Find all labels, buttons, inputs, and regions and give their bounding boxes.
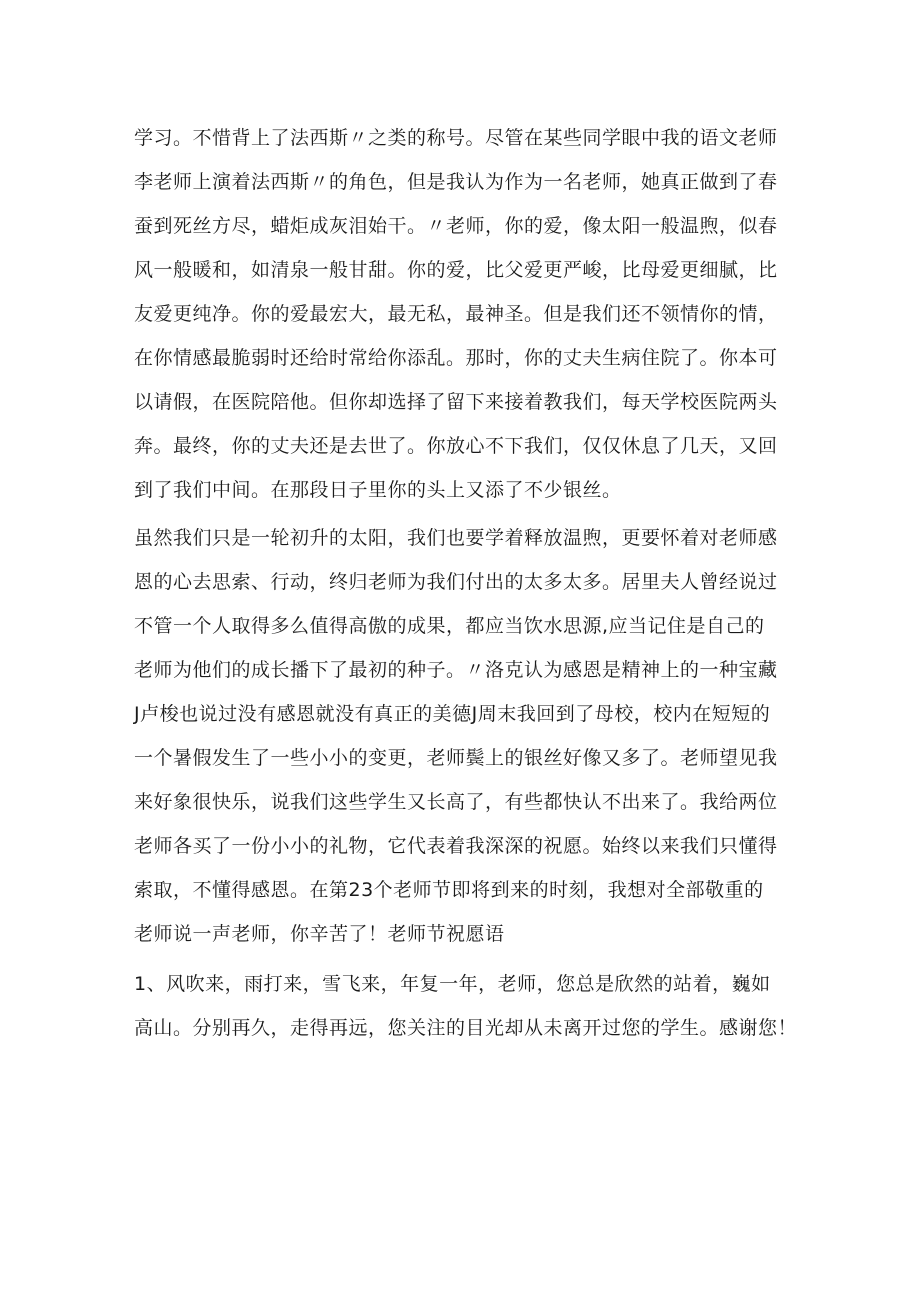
text-line: 老师各买了一份小小的礼物，它代表着我深深的祝愿。始终以来我们只懂得 bbox=[134, 835, 778, 857]
text-line: 友爱更纯净。你的爱最宏大，最无私，最神圣。但是我们还不领情你的情， bbox=[134, 303, 778, 325]
text-line: 一个暑假发生了一些小小的变更，老师鬓上的银丝好像又多了。老师望见我 bbox=[134, 747, 778, 769]
text-line: 索取，不懂得感恩。在第23个老师节即将到来的时刻，我想对全部敬重的 bbox=[134, 879, 764, 901]
text-line: 不管一个人取得多么值得高傲的成果，都应当饮水思源,应当记住是自己的 bbox=[134, 615, 765, 637]
text-line: 蚕到死丝方尽，蜡炬成灰泪始干。〃老师，你的爱，像太阳一般温煦，似春 bbox=[134, 215, 778, 237]
text-line: 来好象很快乐，说我们这些学生又长高了，有些都快认不出来了。我给两位 bbox=[134, 791, 778, 813]
document-body bbox=[134, 116, 798, 1050]
text-line: 奔。最终，你的丈夫还是去世了。你放心不下我们，仅仅休息了几天，又回 bbox=[134, 435, 778, 457]
paragraph-wish-1 bbox=[134, 962, 798, 1050]
text-line: 李老师上演着法西斯〃的角色，但是我认为作为一名老师，她真正做到了春 bbox=[134, 171, 778, 193]
text-line: 老师为他们的成长播下了最初的种子。〃洛克认为感恩是精神上的一种宝藏 bbox=[134, 659, 778, 681]
text-line: 恩的心去思索、行动，终归老师为我们付出的太多太多。居里夫人曾经说过 bbox=[134, 571, 778, 593]
paragraph-gratitude bbox=[134, 516, 798, 956]
text-line: 高山。分别再久，走得再远，您关注的目光却从未离开过您的学生。感谢您！ bbox=[134, 1017, 798, 1039]
text-line: 在你情感最脆弱时还给时常给你添乱。那时，你的丈夫生病住院了。你本可 bbox=[134, 347, 778, 369]
text-line: 1、风吹来，雨打来，雪飞来，年复一年，老师，您总是欣然的站着，巍如 bbox=[134, 973, 771, 995]
text-line: 到了我们中间。在那段日子里你的头上又添了不少银丝。 bbox=[134, 479, 622, 501]
text-line: 以请假，在医院陪他。但你却选择了留下来接着教我们，每天学校医院两头 bbox=[134, 391, 778, 413]
text-line: 学习。不惜背上了法西斯〃之类的称号。尽管在某些同学眼中我的语文老师 bbox=[134, 127, 778, 149]
text-line: J卢梭也说过没有感恩就没有真正的美德J周末我回到了母校，校内在短短的 bbox=[134, 703, 771, 725]
text-line: 风一般暖和，如清泉一般甘甜。你的爱，比父爱更严峻，比母爱更细腻，比 bbox=[134, 259, 778, 281]
text-line: 老师说一声老师，你辛苦了！老师节祝愿语 bbox=[134, 923, 505, 945]
paragraph-teacher-love bbox=[134, 116, 798, 512]
text-line: 虽然我们只是一轮初升的太阳，我们也要学着释放温煦，更要怀着对老师感 bbox=[134, 527, 778, 549]
